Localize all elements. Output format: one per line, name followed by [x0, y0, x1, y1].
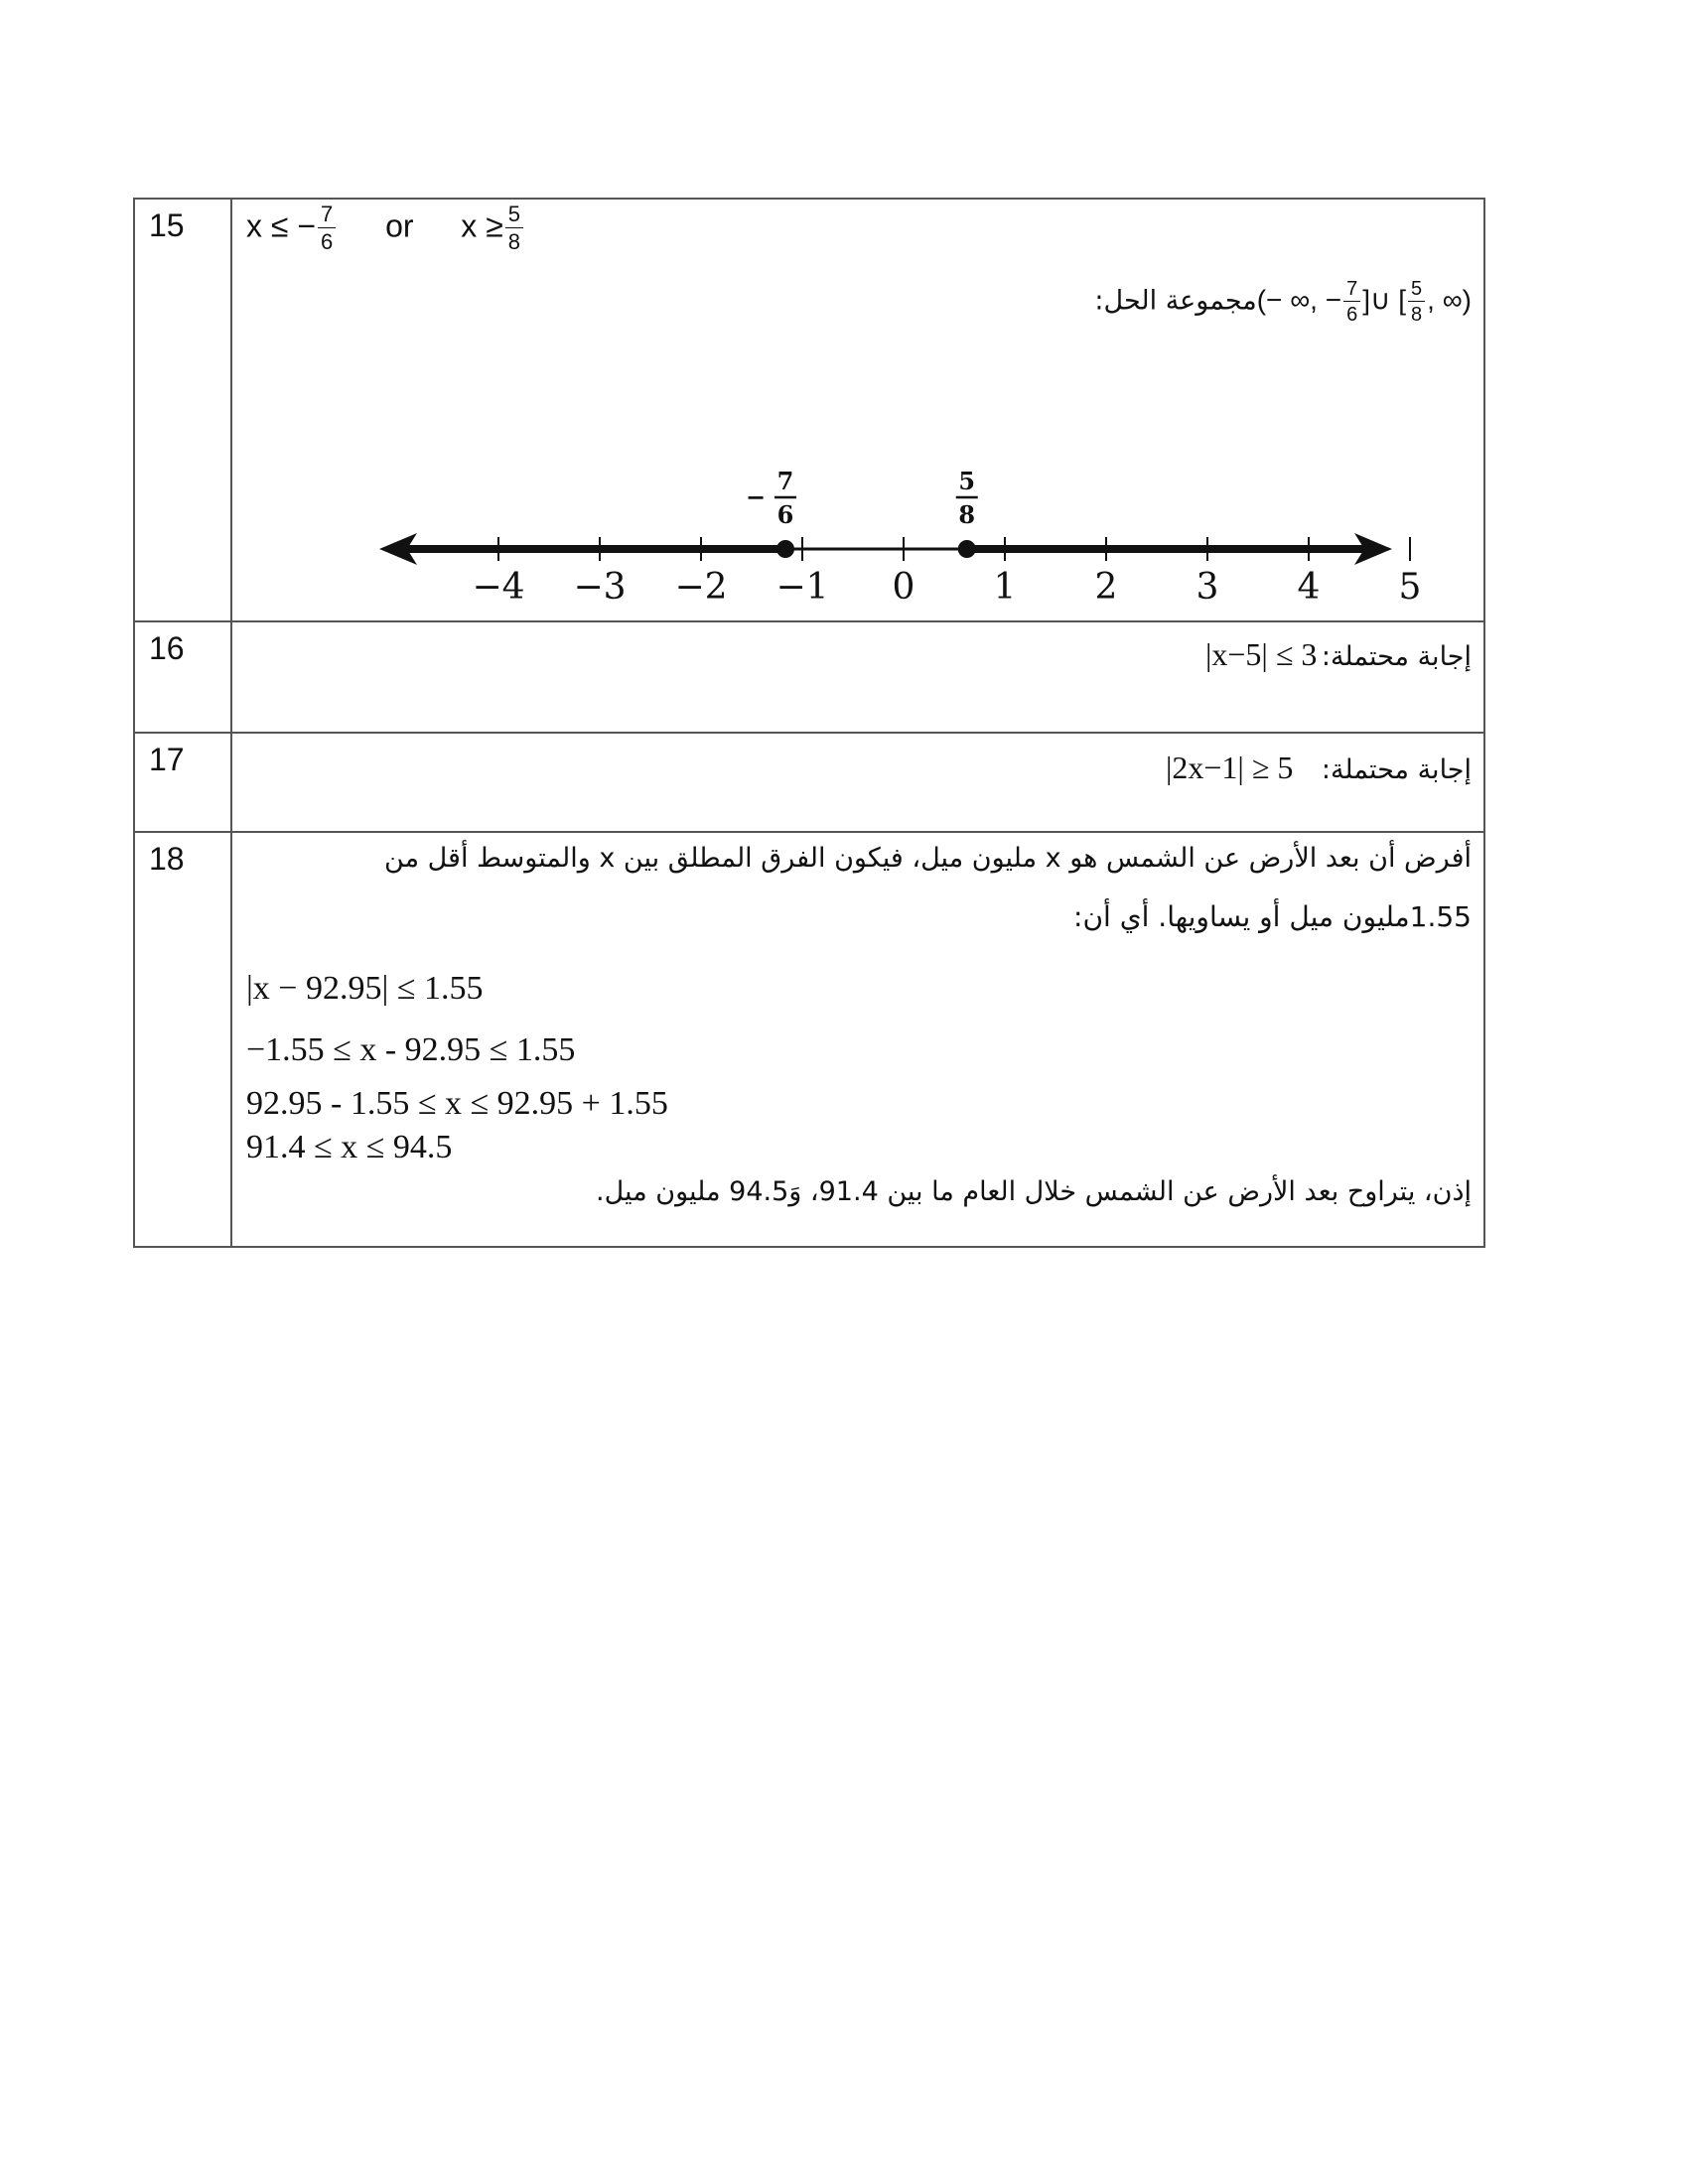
tick-label: 4 [1297, 567, 1321, 608]
row-number-cell [134, 832, 231, 1247]
or-connector: or [385, 207, 414, 244]
endpoint-sign: − [745, 482, 767, 511]
inequality-right: x ≥ [461, 207, 503, 244]
endpoint-dot [777, 541, 793, 557]
endpoint-numerator: 5 [958, 467, 976, 495]
row-number: 15 [149, 207, 185, 243]
table-row [134, 199, 1484, 621]
possible-answer-label: إجابة محتملة: [1321, 754, 1472, 785]
tick-label: −4 [472, 567, 525, 608]
row-number: 18 [149, 841, 185, 877]
equation-step: |x − 92.95| ≤ 1.55 [246, 970, 484, 1007]
equation-step: −1.55 ≤ x - 92.95 ≤ 1.55 [246, 1031, 576, 1068]
tick-label: 1 [993, 567, 1017, 608]
table-row [134, 832, 1484, 1247]
answer-cell [231, 199, 1484, 621]
answer-cell [231, 733, 1484, 832]
equation-step: 92.95 - 1.55 ≤ x ≤ 92.95 + 1.55 [246, 1085, 668, 1122]
inequality-left: x ≤ − [246, 207, 317, 244]
word-problem-paragraph: أفرض أن بعد الأرض عن الشمس هو x مليون ميل، فيكون الفرق المطلق بين x والمتوسط أقل من [384, 843, 1472, 874]
word-problem-paragraph: 1.55مليون ميل أو يساويها. أي أن: [1073, 900, 1472, 933]
answer-cell [231, 832, 1484, 1247]
possible-answer [1166, 750, 1472, 786]
tick-label: 3 [1196, 567, 1219, 608]
answer-content [232, 734, 1483, 831]
row-number-cell [134, 199, 231, 621]
absolute-value-inequality: |x−5| ≤ 3 [1204, 636, 1318, 672]
answer-content [232, 622, 1483, 732]
tick-label: −1 [775, 567, 829, 608]
row-number: 17 [149, 742, 185, 777]
row-number: 16 [149, 630, 185, 666]
solution-set-interval: (− ∞, − $\frac{7}{6}$ ]∪ [ $\frac{5}{8}$ , ∞) [1256, 278, 1472, 326]
answer-content [232, 200, 1483, 620]
endpoint-dot [959, 541, 975, 557]
fraction: $\frac{7}{6}$ [318, 204, 336, 253]
possible-answer-label: إجابة محتملة: [1321, 641, 1472, 672]
solution-set [1094, 279, 1472, 325]
solution-set-label: مجموعة الحل: [1094, 285, 1257, 317]
answer-cell [231, 621, 1484, 733]
possible-answer [1205, 636, 1472, 673]
conclusion-text: إذن، يتراوح بعد الأرض عن الشمس خلال العام ما بين 91.4، وَ94.5 مليون ميل. [596, 1176, 1472, 1207]
tick-label: 5 [1398, 567, 1422, 608]
table-row [134, 621, 1484, 733]
tick-label: −2 [674, 567, 728, 608]
endpoint-denominator: 6 [776, 500, 794, 529]
endpoint-numerator: 7 [776, 467, 794, 495]
row-number-cell [134, 733, 231, 832]
answer-content [232, 833, 1483, 1246]
table-row [134, 733, 1484, 832]
fraction: $\frac{5}{8}$ [505, 204, 523, 253]
number-line [320, 403, 1422, 608]
compound-inequality [246, 204, 525, 253]
tick-label: 0 [892, 567, 915, 608]
tick-label: 2 [1094, 567, 1118, 608]
tick-label: −3 [573, 567, 627, 608]
absolute-value-inequality: |2x−1| ≥ 5 [1165, 750, 1294, 785]
row-number-cell [134, 621, 231, 733]
answers-table [133, 198, 1485, 1248]
equation-step: 91.4 ≤ x ≤ 94.5 [246, 1129, 453, 1165]
endpoint-denominator: 8 [958, 500, 976, 529]
